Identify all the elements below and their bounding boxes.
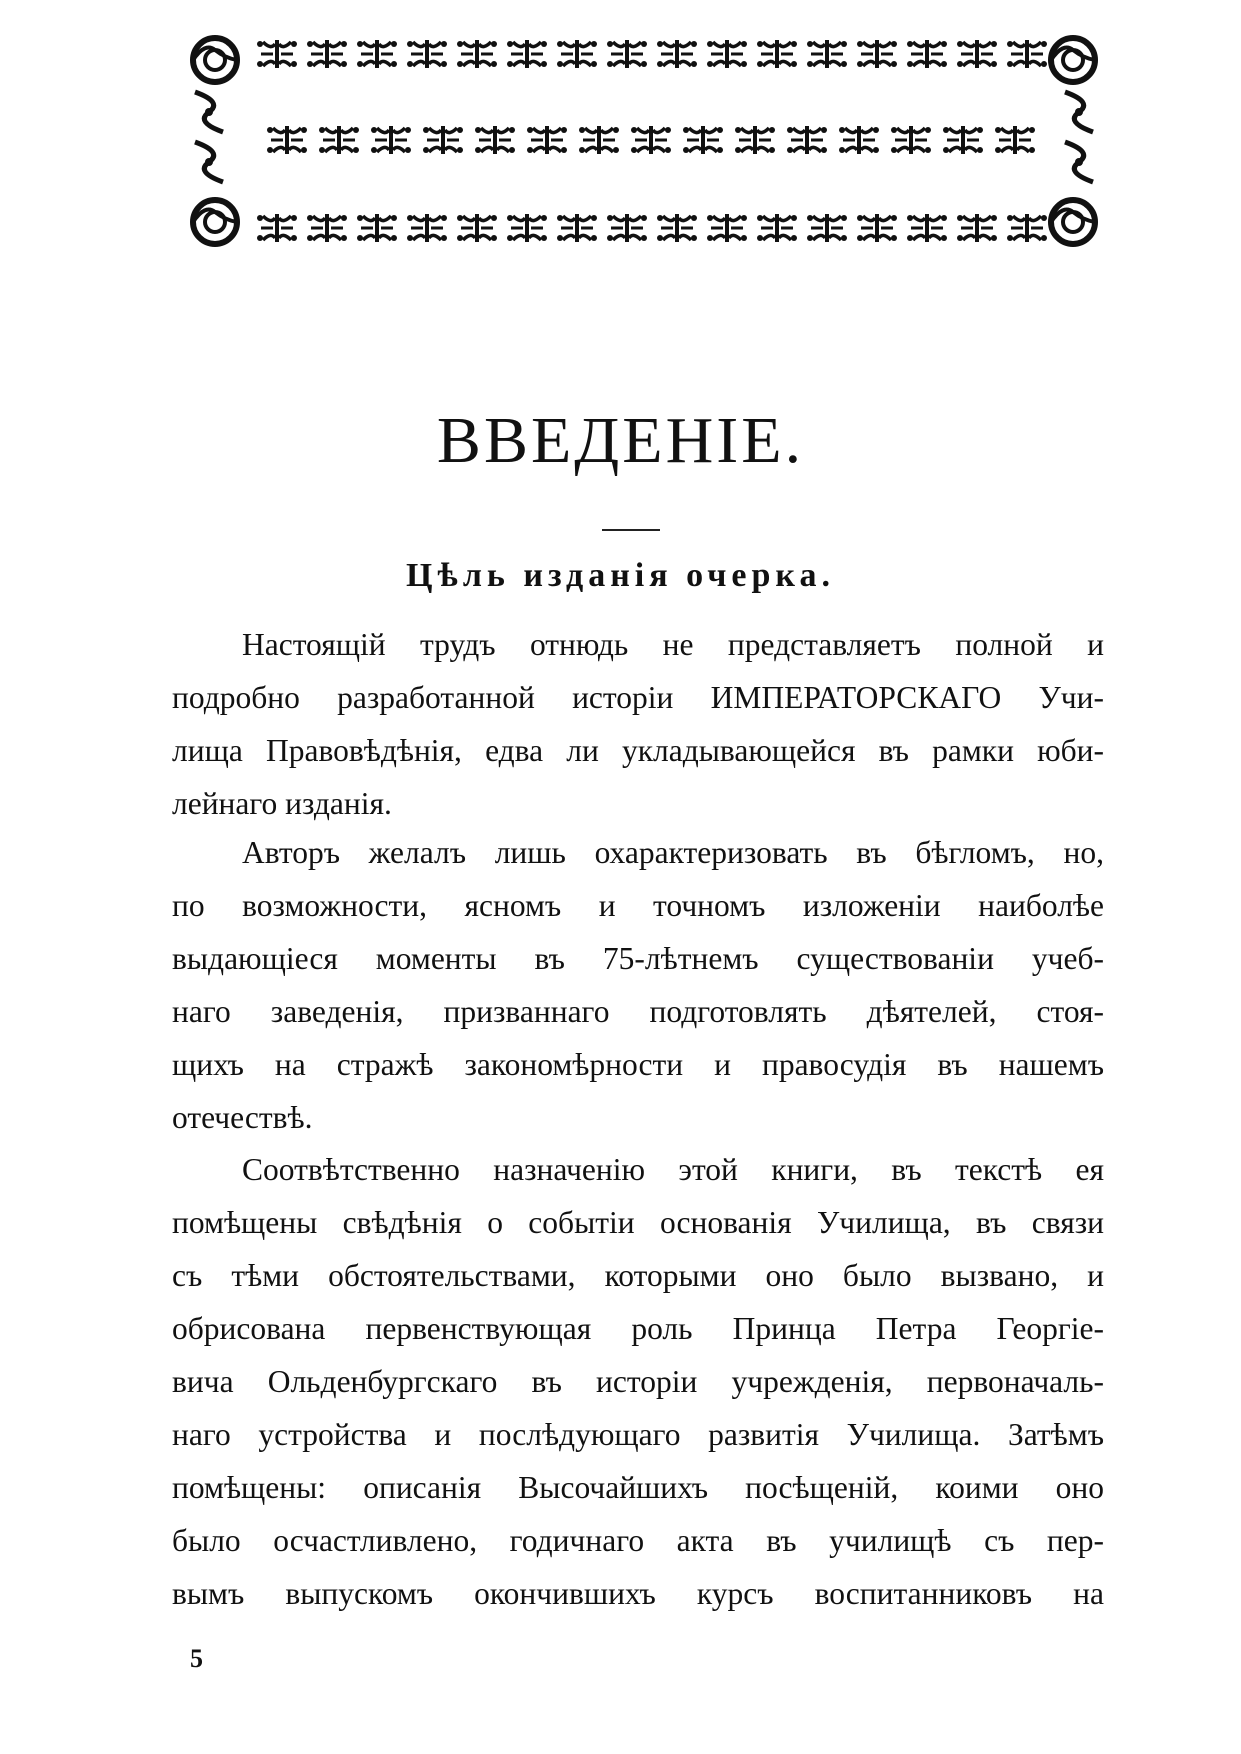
- text-line: наго устройства и послѣдующаго развитія Училища. Затѣмъ: [172, 1417, 1104, 1452]
- paragraph-1: [172, 618, 1104, 830]
- text-line: Настоящій трудъ отнюдь не представляетъ полной и: [242, 627, 1104, 662]
- text-line: помѣщены свѣдѣнія о событіи основанія Училища, въ связи: [172, 1205, 1104, 1240]
- section-subtitle: Цѣль изданія очерка.: [405, 557, 836, 594]
- text-line: наго заведенія, призваннаго подготовлять дѣятелей, стоя-: [172, 994, 1104, 1029]
- text-line: лища Правовѣдѣнія, едва ли укладывающейся въ рамки юби-: [172, 733, 1104, 768]
- text-line: обрисована первенствующая роль Принца Петра Георгіе-: [172, 1311, 1104, 1346]
- text-line: подробно разработанной исторіи ИМПЕРАТОРСКАГО Учи-: [172, 680, 1104, 715]
- text-line: было осчастливлено, годичнаго акта въ училищѣ съ пер-: [172, 1523, 1104, 1558]
- text-line: щихъ на стражѣ закономѣрности и правосудія въ нашемъ: [172, 1047, 1104, 1082]
- page-title: ВВЕДЕНІЕ.: [436, 404, 805, 477]
- text-line: съ тѣми обстоятельствами, которыми оно было вызвано, и: [172, 1258, 1104, 1293]
- text-line: по возможности, ясномъ и точномъ изложеніи наиболѣе: [172, 888, 1104, 923]
- title-divider: [602, 529, 660, 531]
- text-line: лейнаго изданія.: [172, 786, 392, 821]
- text-line: вича Ольденбургскаго въ исторіи учрежденія, первоначаль-: [172, 1364, 1104, 1399]
- paragraph-3: [172, 1143, 1104, 1620]
- text-line: помѣщены: описанія Высочайшихъ посѣщеній, коими оно: [172, 1470, 1104, 1505]
- paragraph-2: [172, 826, 1104, 1144]
- text-line: Соотвѣтственно назначенію этой книги, въ текстѣ ея: [242, 1152, 1104, 1187]
- ornamental-frame-icon: [187, 32, 1101, 250]
- text-line: отечествѣ.: [172, 1100, 313, 1135]
- text-line: Авторъ желалъ лишь охарактеризовать въ бѣгломъ, но,: [242, 835, 1104, 870]
- text-line: выдающіеся моменты въ 75-лѣтнемъ существованіи учеб-: [172, 941, 1104, 976]
- page-number: 5: [190, 1644, 203, 1673]
- text-line: вымъ выпускомъ окончившихъ курсъ воспитанниковъ на: [172, 1576, 1104, 1611]
